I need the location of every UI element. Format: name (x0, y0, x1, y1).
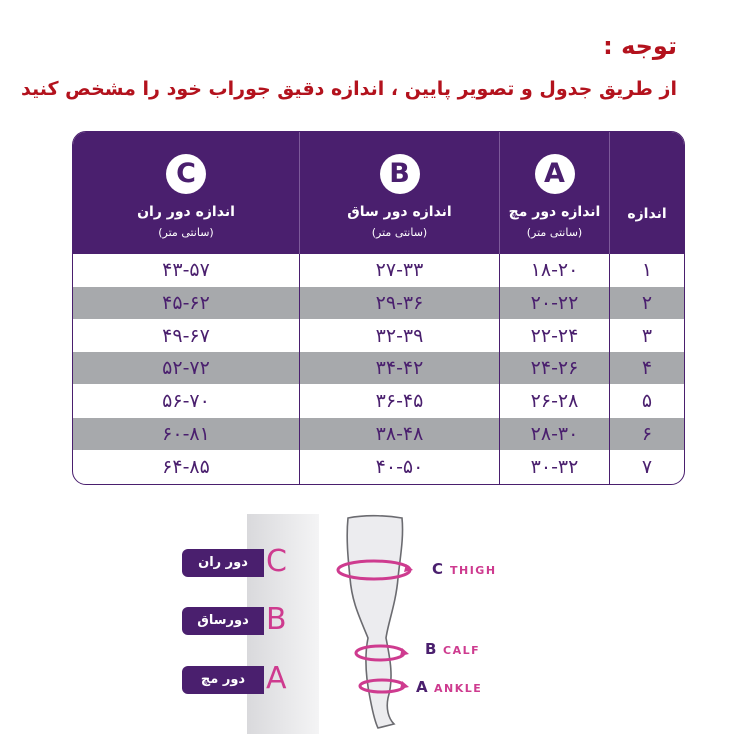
header-calf-label: اندازه دور ساق (347, 204, 452, 220)
tag-thigh (182, 549, 264, 577)
header-ankle (499, 132, 609, 254)
legend-thigh-word: THIGH (450, 564, 497, 577)
cell-size: ۳ (609, 320, 684, 352)
cell-size: ۱ (609, 254, 684, 286)
tag-calf-letter: B (266, 602, 287, 637)
table-row (73, 287, 684, 319)
cell-ankle: ۳۰-۳۲ (499, 451, 609, 483)
cell-ankle: ۱۸-۲۰ (499, 254, 609, 286)
tag-thigh-label: دور ران (198, 555, 248, 570)
header-ankle-unit: (سانتی متر) (526, 226, 583, 239)
divider (609, 254, 610, 484)
legend-ankle-letter: A (416, 678, 428, 696)
divider (299, 254, 300, 484)
leg-illustration (330, 508, 430, 738)
letter-c-badge: C (166, 154, 206, 194)
cell-thigh: ۴۹-۶۷ (162, 324, 210, 347)
legend-thigh-letter: C (432, 560, 444, 578)
cell-ankle: ۲۶-۲۸ (499, 385, 609, 417)
cell-size: ۷ (609, 451, 684, 483)
size-table (72, 131, 685, 485)
cell-calf: ۳۸-۴۸ (299, 418, 499, 450)
tag-calf-label: دورساق (197, 613, 249, 628)
cell-ankle: ۲۲-۲۴ (499, 320, 609, 352)
cell-thigh: ۴۳-۵۷ (162, 259, 210, 281)
tag-calf (182, 607, 264, 635)
legend-calf-letter: B (425, 640, 437, 658)
table-row (73, 385, 684, 417)
cell-size: ۲ (609, 287, 684, 319)
note-title: توجه : (603, 32, 677, 60)
tag-ankle (182, 666, 264, 694)
table-header (73, 132, 684, 254)
header-calf (299, 132, 499, 254)
cell-size: ۴ (609, 352, 684, 384)
header-calf-unit: (سانتی متر) (371, 226, 428, 239)
header-size (609, 132, 684, 254)
cell-ankle: ۲۴-۲۶ (499, 352, 609, 384)
cell-size: ۶ (609, 418, 684, 450)
cell-size: ۵ (609, 385, 684, 417)
cell-ankle: ۲۰-۲۲ (499, 287, 609, 319)
table-row (73, 418, 684, 450)
table-row (73, 451, 684, 483)
legend-ankle-word: ANKLE (434, 682, 483, 695)
letter-b-badge: B (380, 154, 420, 194)
header-size-label: اندازه (627, 206, 667, 222)
legend-calf-word: CALF (443, 644, 481, 657)
table-row (73, 352, 684, 384)
cell-thigh: ۴۵-۶۲ (162, 291, 210, 314)
cell-calf: ۳۴-۴۲ (299, 352, 499, 384)
cell-calf: ۳۶-۴۵ (299, 385, 499, 417)
cell-calf: ۲۹-۳۶ (299, 287, 499, 319)
cell-thigh: ۵۲-۷۲ (162, 357, 210, 380)
cell-thigh: ۶۴-۸۵ (162, 455, 210, 478)
cell-calf: ۴۰-۵۰ (299, 451, 499, 483)
table-row (73, 320, 684, 352)
cell-calf: ۳۲-۳۹ (299, 320, 499, 352)
note-text: از طریق جدول و تصویر پایین ، اندازه دقیق جوراب خود را مشخص کنید (21, 78, 677, 100)
header-thigh-unit: (سانتی متر) (158, 226, 214, 239)
cell-ankle: ۲۸-۳۰ (499, 418, 609, 450)
table-row (73, 254, 684, 286)
cell-thigh: ۶۰-۸۱ (162, 423, 210, 445)
tag-thigh-letter: C (266, 544, 287, 579)
cell-calf: ۲۷-۳۳ (299, 254, 499, 286)
tag-ankle-letter: A (266, 661, 287, 696)
letter-a-badge: A (535, 154, 575, 194)
cell-thigh: ۵۶-۷۰ (162, 390, 210, 413)
divider (499, 254, 500, 484)
header-ankle-label: اندازه دور مچ (508, 204, 601, 220)
tag-ankle-label: دور مچ (200, 672, 246, 687)
header-thigh (73, 132, 299, 254)
header-thigh-label: اندازه دور ران (137, 204, 235, 220)
leg-shape (347, 516, 402, 728)
